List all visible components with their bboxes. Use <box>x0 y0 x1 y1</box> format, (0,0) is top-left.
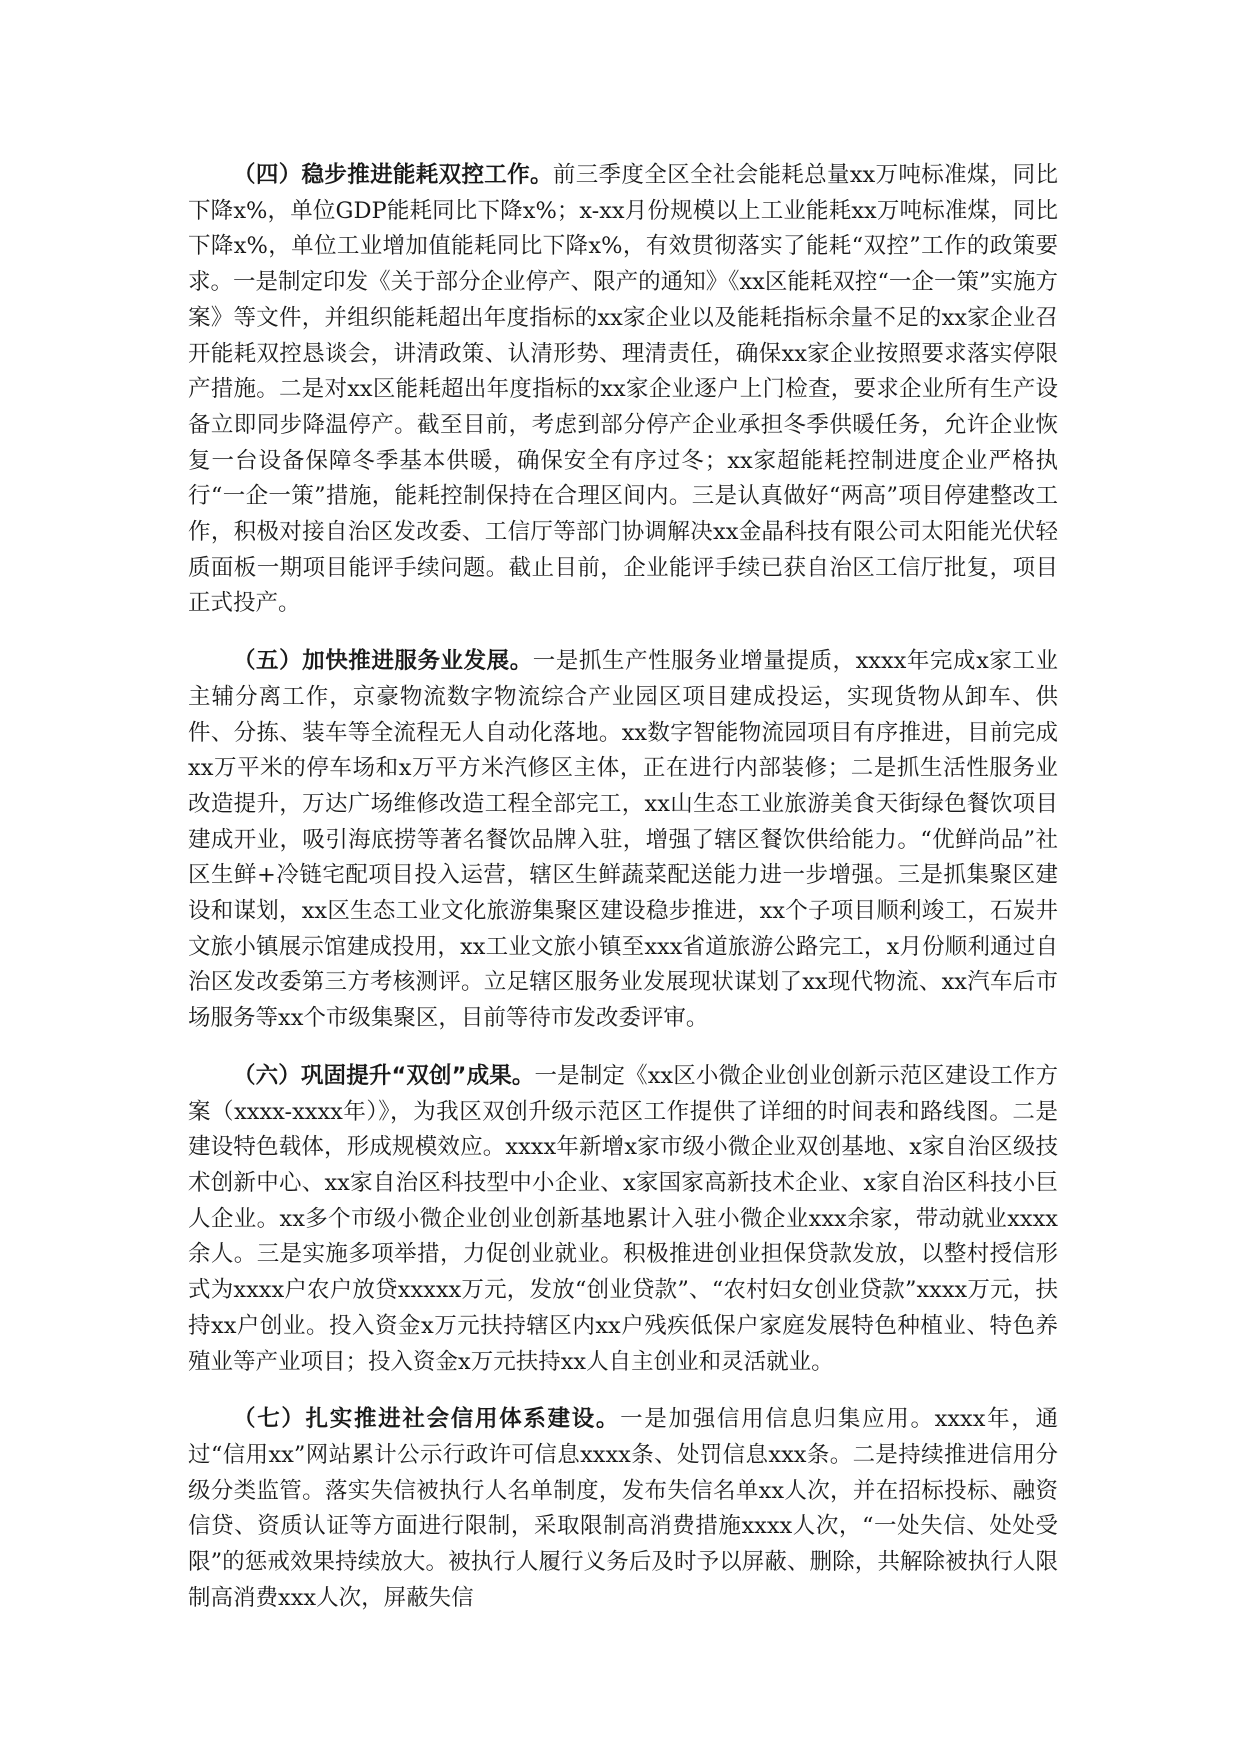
section-6-heading: （六）巩固提升“双创”成果。 <box>233 1062 535 1089</box>
section-6-paragraph <box>188 1059 1058 1380</box>
section-7-heading: （七）扎实推进社会信用体系建设。 <box>233 1406 621 1433</box>
section-6-body: 一是制定《xx区小微企业创业创新示范区建设工作方案（xxxx-xxxx年）》，为我区双创升级示范区工作提供了详细的时间表和路线图。二是建设特色载体，形成规模效应。xxxx年新增x家市级小微企业双创基地、x家自治区级技术创新中心、xx家自治区科技型中小企业、x家国家高新技术企业、x家自治区科技小巨人企业。xx多个市级小微企业创业创新基地累计入驻小微企业xxx余家，带动就业xxxx余人。三是实施多项举措，力促创业就业。积极推进创业担保贷款发放，以整村授信形式为xxxx户农户放贷xxxxx万元，发放“创业贷款”、“农村妇女创业贷款”xxxx万元，扶持xx户创业。投入资金x万元扶持辖区内xx户残疾低保户家庭发展特色种植业、特色养殖业等产业项目；投入资金x万元扶持xx人自主创业和灵活就业。 <box>188 1062 1059 1375</box>
section-7-paragraph <box>188 1402 1058 1616</box>
section-5-paragraph <box>188 644 1058 1037</box>
section-5-heading: （五）加快推进服务业发展。 <box>233 648 533 675</box>
section-4-paragraph <box>188 158 1058 622</box>
section-4-body: 前三季度全区全社会能耗总量xx万吨标准煤，同比下降x%，单位GDP能耗同比下降x%；x-xx月份规模以上工业能耗xx万吨标准煤，同比下降x%，单位工业增加值能耗同比下降x%，有效贯彻落实了能耗“双控”工作的政策要求。一是制定印发《关于部分企业停产、限产的通知》《xx区能耗双控“一企一策”实施方案》等文件，并组织能耗超出年度指标的xx家企业以及能耗指标余量不足的xx家企业召开能耗双控恳谈会，讲清政策、认清形势、理清责任，确保xx家企业按照要求落实停限产措施。二是对xx区能耗超出年度指标的xx家企业逐户上门检查，要求企业所有生产设备立即同步降温停产。截至目前，考虑到部分停产企业承担冬季供暖任务，允许企业恢复一台设备保障冬季基本供暖，确保安全有序过冬；xx家超能耗控制进度企业严格执行“一企一策”措施，能耗控制保持在合理区间内。三是认真做好“两高”项目停建整改工作，积极对接自治区发改委、工信厅等部门协调解决xx金晶科技有限公司太阳能光伏轻质面板一期项目能评手续问题。截止目前，企业能评手续已获自治区工信厅批复，项目正式投产。 <box>188 162 1058 617</box>
section-4-heading: （四）稳步推进能耗双控工作。 <box>233 162 553 188</box>
section-5-body: 一是抓生产性服务业增量提质，xxxx年完成x家工业主辅分离工作，京豪物流数字物流综合产业园区项目建成投运，实现货物从卸车、供件、分拣、装车等全流程无人自动化落地。xx数字智能物流园项目有序推进，目前完成xx万平米的停车场和x万平方米汽修区主体，正在进行内部装修；二是抓生活性服务业改造提升，万达广场维修改造工程全部完工，xx山生态工业旅游美食天街绿色餐饮项目建成开业，吸引海底捞等著名餐饮品牌入驻，增强了辖区餐饮供给能力。“优鲜尚品”社区生鲜+冷链宅配项目投入运营，辖区生鲜蔬菜配送能力进一步增强。三是抓集聚区建设和谋划，xx区生态工业文化旅游集聚区建设稳步推进，xx个子项目顺利竣工，石炭井文旅小镇展示馆建成投用，xx工业文旅小镇至xxx省道旅游公路完工，x月份顺利通过自治区发改委第三方考核测评。立足辖区服务业发展现状谋划了xx现代物流、xx汽车后市场服务等xx个市级集聚区，目前等待市发改委评审。 <box>188 648 1058 1032</box>
section-7-body: 一是加强信用信息归集应用。xxxx年，通过“信用xx”网站累计公示行政许可信息xxxx条、处罚信息xxx条。二是持续推进信用分级分类监管。落实失信被执行人名单制度，发布失信名单xx人次，并在招标投标、融资信贷、资质认证等方面进行限制，采取限制高消费措施xxxx人次，“一处失信、处处受限”的惩戒效果持续放大。被执行人履行义务后及时予以屏蔽、删除，共解除被执行人限制高消费xxx人次，屏蔽失信 <box>188 1406 1058 1611</box>
document-body <box>188 158 1058 1638</box>
